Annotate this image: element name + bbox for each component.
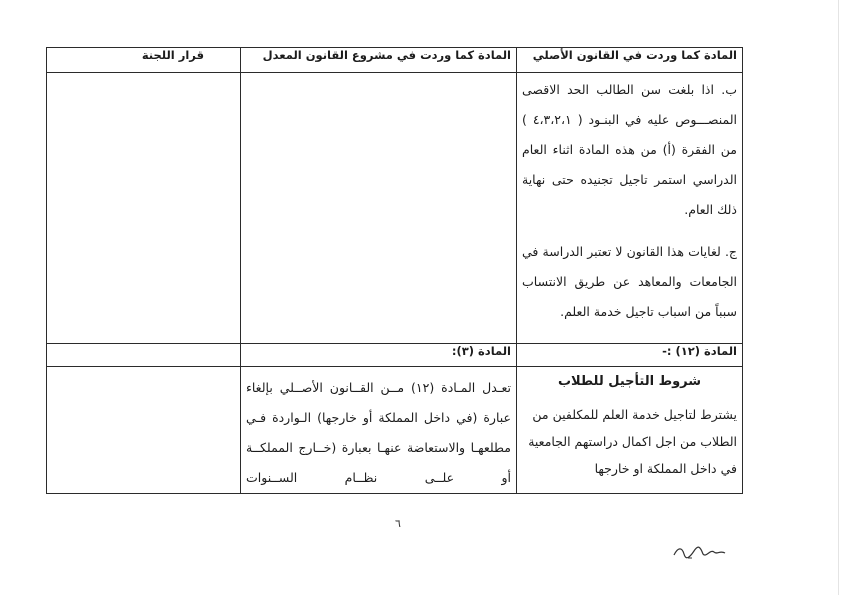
original-article-label: المادة (١٢) :-	[517, 344, 743, 367]
amendment-text: تعـدل المـادة (١٢) مــن القــانون الأصــلي بإلغاء عبارة (في داخل المملكة أو خارجها) الـواردة فـي مطلعهـا والاستعاضة عنهـا بعبارة (خــارج المملكــة أو علــى نظــام الســنوات	[246, 380, 511, 485]
table-row	[47, 367, 743, 494]
amended-bill-cell	[241, 73, 517, 344]
section-text: يشترط لتاجيل خدمة العلم للمكلفين من الطلاب من اجل اكمال دراستهم الجامعية في داخل المملكة او خارجها	[528, 407, 737, 476]
table-row	[47, 73, 743, 344]
header-original-law: المادة كما وردت في القانون الأصلي	[517, 48, 743, 73]
committee-decision-cell	[47, 73, 241, 344]
original-law-cell	[517, 367, 743, 494]
header-row	[47, 48, 743, 73]
header-committee-decision: قرار اللجنة	[47, 48, 241, 73]
header-amended-bill: المادة كما وردت في مشروع القانون المعدل	[241, 48, 517, 73]
amended-bill-cell	[241, 367, 517, 494]
comparison-table	[46, 47, 743, 494]
section-title: شروط التأجيل للطلاب	[557, 374, 702, 389]
amended-article-label: المادة (٣):	[241, 344, 517, 367]
page-edge-line	[838, 0, 839, 595]
committee-decision-cell	[47, 344, 241, 367]
signature-mark	[670, 543, 730, 561]
paragraph-b: ب. اذا بلغت سن الطالب الحد الاقصى المنصـــوص عليه في البنـود ( ٤،٣،٢،١ ) من الفقرة (أ) من هذه المادة اثناء العام الدراسي استمر تاجيل تجنيده حتى نهاية ذلك العام.	[522, 82, 737, 217]
paragraph-c: ج. لغايات هذا القانون لا تعتبر الدراسة في الجامعات والمعاهد عن طريق الانتساب سبباً من اسباب تاجيل خدمة العلم.	[522, 244, 737, 319]
committee-decision-cell	[47, 367, 241, 494]
table-row	[47, 344, 743, 367]
original-law-cell	[517, 73, 743, 344]
page-number: ٦	[395, 517, 401, 530]
